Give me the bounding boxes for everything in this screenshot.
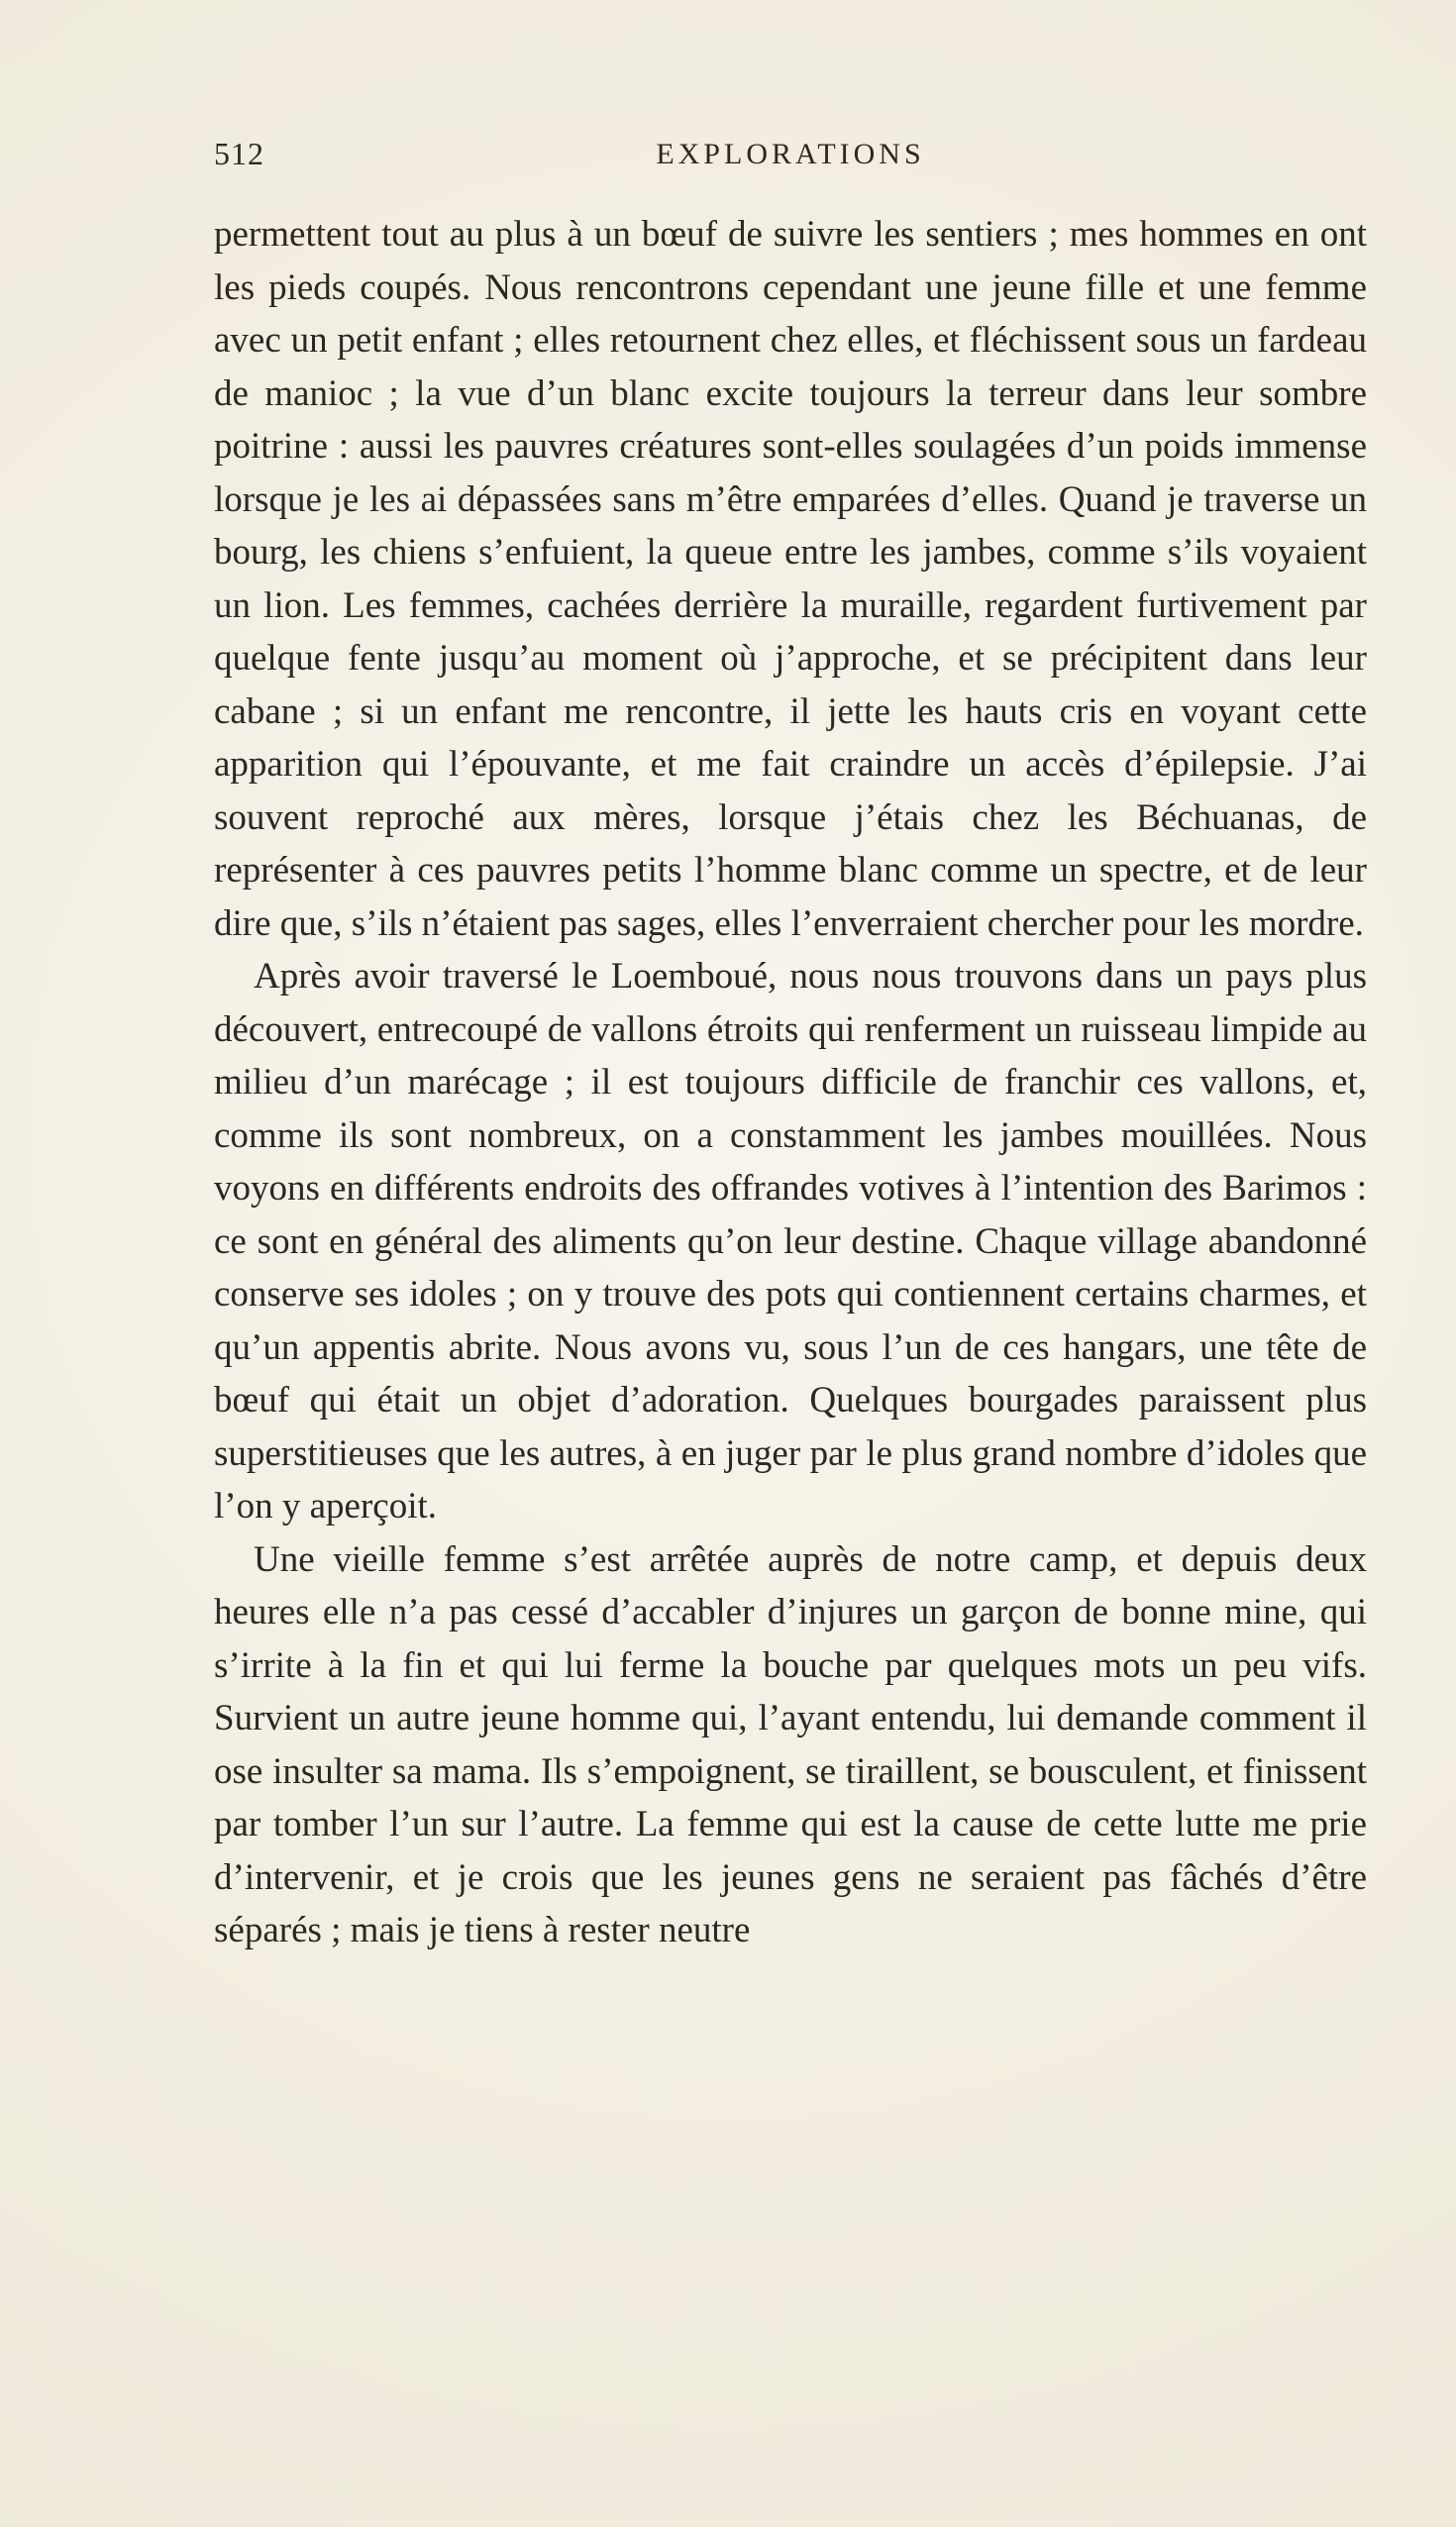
page-number: 512 [214,136,264,171]
body-text [214,208,1367,1957]
page-header [214,136,1367,185]
paragraph-1: permettent tout au plus à un bœuf de suivre les sentiers ; mes hommes en ont les pieds coupés. Nous rencontrons cependant une jeune fille et une femme avec un petit enfant ; elles retournent chez elles, et fléchissent sous un fardeau de manioc ; la vue d’un blanc excite toujours la terreur dans leur sombre poitrine : aussi les pauvres créatures sont-elles soulagées d’un poids immense lorsque je les ai dépassées sans m’être emparées d’elles. Quand je traverse un bourg, les chiens s’enfuient, la queue entre les jambes, comme s’ils voyaient un lion. Les femmes, cachées derrière la muraille, regardent furtivement par quelque fente jusqu’au moment où j’approche, et se précipitent dans leur cabane ; si un enfant me rencontre, il jette les hauts cris en voyant cette apparition qui l’épouvante, et me fait craindre un accès d’épilepsie. J’ai souvent reproché aux mères, lorsque j’étais chez les Béchuanas, de représenter à ces pauvres petits l’homme blanc comme un spectre, et de leur dire que, s’ils n’étaient pas sages, elles l’enverraient chercher pour les mordre. [214,214,1367,944]
paragraph-3: Une vieille femme s’est arrêtée auprès de notre camp, et depuis deux heures elle n’a pas cessé d’accabler d’injures un garçon de bonne mine, qui s’irrite à la fin et qui lui ferme la bouche par quelques mots un peu vifs. Survient un autre jeune homme qui, l’ayant entendu, lui demande comment il ose insulter sa mama. Ils s’empoignent, se tiraillent, se bousculent, et finissent par tomber l’un sur l’autre. La femme qui est la cause de cette lutte me prie d’intervenir, et je crois que les jeunes gens ne seraient pas fâchés d’être séparés ; mais je tiens à rester neutre [214,1538,1367,1950]
running-head: EXPLORATIONS [656,138,925,170]
paragraph-2: Après avoir traversé le Loemboué, nous nous trouvons dans un pays plus découvert, entrecoupé de vallons étroits qui renferment un ruisseau limpide au milieu d’un marécage ; il est toujours difficile de franchir ces vallons, et, comme ils sont nombreux, on a constamment les jambes mouillées. Nous voyons en différents endroits des offrandes votives à l’intention des Barimos : ce sont en général des aliments qu’on leur destine. Chaque village abandonné conserve ses idoles ; on y trouve des pots qui contiennent certains charmes, et qu’un appentis abrite. Nous avons vu, sous l’un de ces hangars, une tête de bœuf qui était un objet d’adoration. Quelques bourgades paraissent plus superstitieuses que les autres, à en juger par le plus grand nombre d’idoles que l’on y aperçoit. [214,956,1367,1527]
